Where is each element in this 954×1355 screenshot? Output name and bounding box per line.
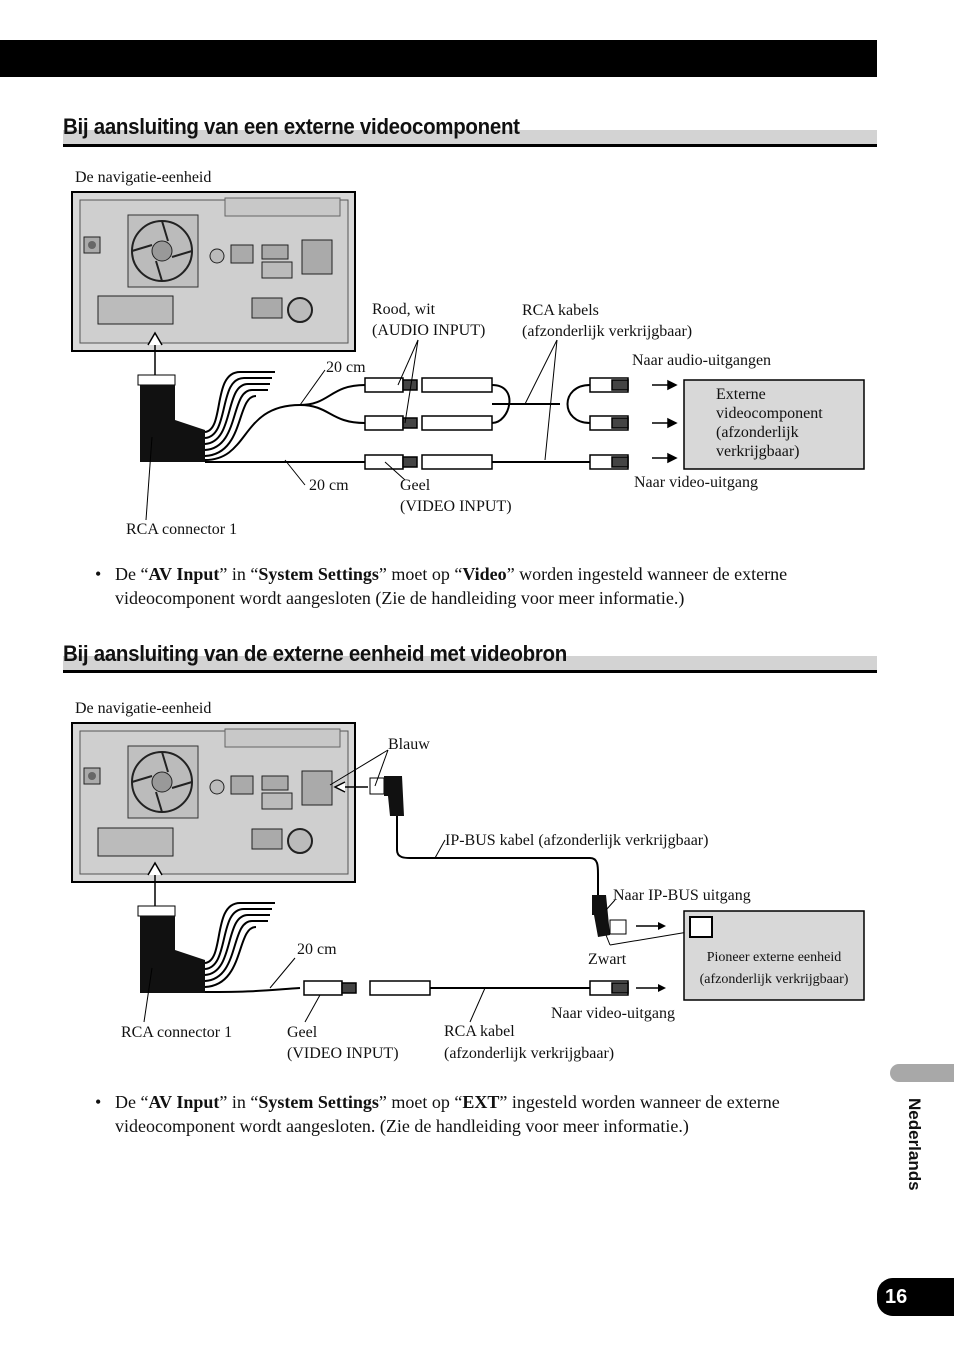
- diagram-external-video-component: [0, 185, 954, 545]
- setting-name: AV Input: [148, 1092, 220, 1112]
- label-blauw: Blauw: [388, 736, 430, 753]
- diagram-external-unit: [0, 715, 954, 1075]
- rca-connector-bundle: [138, 372, 365, 462]
- bullet-note-video: [95, 562, 855, 610]
- section-title-external-unit: Bij aansluiting van de externe eenheid met videobron: [63, 641, 567, 666]
- rca-connector-bundle: [138, 903, 300, 993]
- setting-value: Video: [462, 564, 507, 584]
- section-title-video-component: Bij aansluiting van een externe videocomponent: [63, 114, 520, 139]
- external-unit-box-text: [686, 947, 862, 991]
- bullet-mark: •: [95, 564, 102, 584]
- label-navigation-unit: De navigatie-eenheid: [75, 169, 212, 186]
- label-20cm-bottom: 20 cm: [309, 477, 349, 494]
- label-zwart: Zwart: [588, 951, 627, 968]
- label-20cm: 20 cm: [297, 941, 337, 958]
- box-line: Pioneer externe eenheid: [706, 950, 842, 965]
- language-label: [902, 1098, 924, 1218]
- label-rood-wit: Rood, wit: [372, 301, 436, 318]
- label-20cm-top: 20 cm: [326, 359, 366, 376]
- label-rca-kabels: RCA kabels: [522, 302, 599, 319]
- label-naar-video: Naar video-uitgang: [634, 474, 758, 491]
- box-line: videocomponent: [716, 405, 823, 422]
- label-navigation-unit: De navigatie-eenheid: [75, 700, 212, 717]
- menu-name: System Settings: [258, 564, 379, 584]
- text: ” moet op “: [378, 1092, 463, 1112]
- label-geel: Geel: [287, 1024, 318, 1041]
- label-geel: Geel: [400, 477, 431, 494]
- text: ” moet op “: [378, 564, 463, 584]
- text: ” worden ingesteld wanneer de externe videocomponent wordt aangesloten (Zie de handleiding voor meer informatie.): [115, 564, 788, 608]
- box-line: Externe: [716, 386, 766, 403]
- label-audio-input: (AUDIO INPUT): [372, 322, 486, 339]
- text: ” ingesteld worden wanneer de externe videocomponent wordt aangesloten. (Zie de handleiding voor meer informatie.): [115, 1092, 780, 1136]
- page-number: 16: [877, 1278, 954, 1316]
- navigation-unit-illustration: [72, 723, 355, 882]
- label-naar-audio: Naar audio-uitgangen: [632, 352, 772, 369]
- text: De “: [115, 564, 149, 584]
- bullet-note-ext: [95, 1090, 855, 1138]
- bullet-mark: •: [95, 1092, 102, 1112]
- box-line: verkrijgbaar): [716, 443, 800, 460]
- label-video-input: (VIDEO INPUT): [287, 1045, 399, 1062]
- label-afzonderlijk: (afzonderlijk verkrijgbaar): [444, 1045, 615, 1062]
- header-bar: [0, 40, 877, 77]
- label-naar-ipbus: Naar IP-BUS uitgang: [613, 887, 751, 904]
- label-video-input: (VIDEO INPUT): [400, 498, 512, 515]
- label-ipbus: IP-BUS kabel (afzonderlijk verkrijgbaar): [445, 832, 709, 849]
- navigation-unit-illustration: [72, 192, 355, 351]
- language-text: Nederlands: [905, 1098, 924, 1191]
- text: De “: [115, 1092, 149, 1112]
- label-naar-video: Naar video-uitgang: [551, 1005, 675, 1022]
- setting-value: EXT: [462, 1092, 500, 1112]
- label-rca-connector: RCA connector 1: [121, 1024, 233, 1041]
- language-tab: [890, 1064, 954, 1082]
- text: ” in “: [219, 564, 259, 584]
- box-line: (afzonderlijk verkrijgbaar): [699, 972, 849, 987]
- text: ” in “: [219, 1092, 259, 1112]
- label-afzonderlijk: (afzonderlijk verkrijgbaar): [522, 323, 693, 340]
- label-rca-kabel: RCA kabel: [444, 1023, 515, 1040]
- label-rca-connector: RCA connector 1: [126, 521, 238, 538]
- box-line: (afzonderlijk: [716, 424, 799, 441]
- external-box-text: [716, 385, 823, 461]
- setting-name: AV Input: [148, 564, 220, 584]
- menu-name: System Settings: [258, 1092, 379, 1112]
